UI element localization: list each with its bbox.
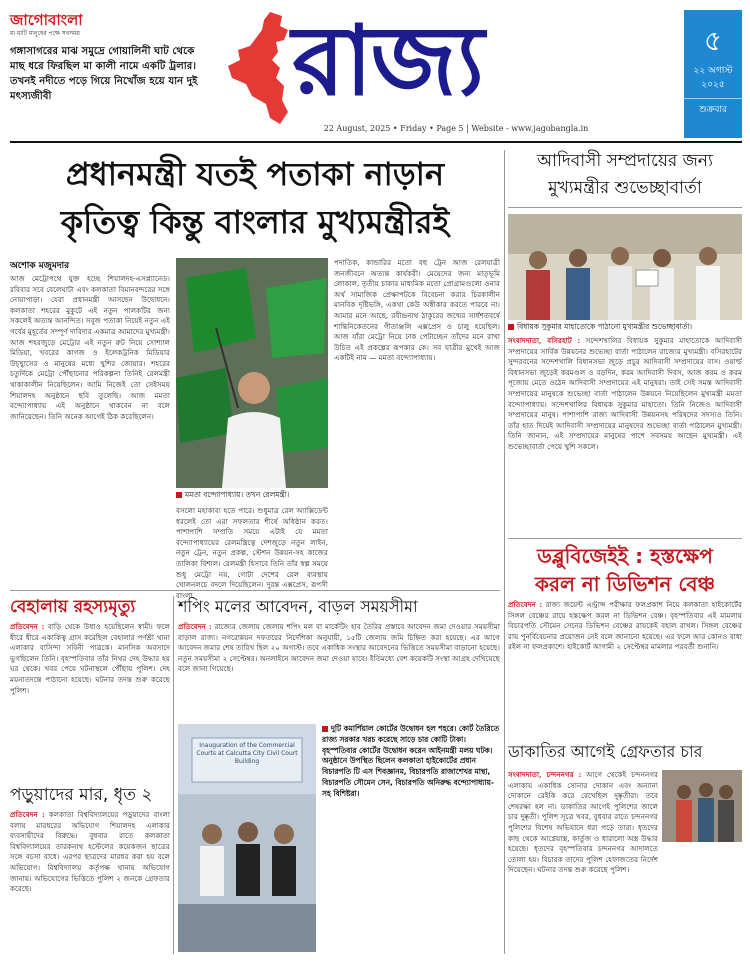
arrest-headline: ডাকাতির আগেই গ্রেফতার চার: [508, 742, 703, 761]
column-rule-1: [504, 150, 505, 954]
date-box: [684, 10, 742, 138]
inauguration-banner: Inauguration of the Commercial Courts at Calcutta City Civil Court Building: [196, 742, 298, 765]
masthead-info-line: 22 August, 2025 • Friday • Page 5 | Website - www.jagobangla.in: [323, 124, 589, 133]
section-rule-left: [10, 590, 500, 591]
lead-photo-caption: [176, 490, 328, 502]
lead-column-3: পদাতিক, কান্ডারির মতো বহু ট্রেন আজ রেলযাত্রী জনজীবনে অত্যন্ত কার্যকরী। মেয়েদের জন্য মাতৃভূমি লোকাল, তৃতীয় চাকার মাধ্যমিক মতো প্রোগ্রামগুলো ওনার অর্থ সামাজিক প্রেক্ষাপটকে বিবেচনা করার চিরকালীন মানবিক দৃষ্টিভঙ্গি, একথা কেউ অস্বীকার করতে পারবে না। আমার মনে আছে, রবীন্দ্রনাথ ঠাকুরের জন্মের সার্ধশতবর্ষে শান্তিনিকেতনের গীতাঞ্জলি এক্সপ্রেস ও চালু হয়েছিল। আজ যাঁরা মেট্রো নিয়ে ঢাক পেটাচ্ছেন তাঁদের মনে রাখা উচিত এই প্রকল্পের রূপকার কে। সব যাত্রীর মুখেই আজ একটিই নাম — মমতা বন্দ্যোপাধ্যায়।: [334, 258, 500, 363]
caption-bullet: [322, 726, 328, 732]
tribal-dateline: সংবাদদাতা, বসিরহাট :: [508, 336, 581, 345]
date-year: ২০২৫: [701, 80, 725, 90]
mall-body: [178, 622, 500, 720]
court-photo-caption: [322, 724, 500, 952]
behala-headline: বেহালায় রহস্যমৃত্যু: [10, 597, 136, 617]
tribal-body-text: সন্দেশখালির বিধায়ক সুকুমার মাহাতোকে আদিবাসী সম্প্রদায়ের সার্বিক উন্নয়নের শুভেচ্ছা বার্তা পাঠালেন রাজ্যের মুখ্যমন্ত্রী। বসিরহাটের সুন্দরবনের সন্দেশখালি বিধানসভা জুড়ে প্রচুর আদিবাসী সম্প্রদায়ের বাস। ওয়ার্ল্ড বিধানসভা জুড়েই করমণ্ডল ও বড়দিন, করম আদিবাসী দিবস, আজ করম ও করম পূজোয় মেতে ওঠেন আদিবাসী সম্প্রদায়ের এই মানুষরা। তাই সেই সমস্ত আদিবাসী সম্প্রদায়ের মানুষকে শুভেচ্ছা বার্তা পাঠালেন উন্নয়নে নিয়েছিলেন মুখ্যমন্ত্রী মমতা বন্দ্যোপাধ্যায়। সন্দেশখালির বিধায়ক সুকুমার মাহাতো। তিনি নিজেও আদিবাসী সম্প্রদায়ের মানুষ। পাশাপাশি রাজ্য আদিবাসী উন্নয়নসহ পরিষদের সদস্যও তিনি। তাঁর হাত দিয়েই আদিবাসী সম্প্রদায়ের মানুষদের শুভেচ্ছা বার্তা পাঠালেন মুখ্যমন্ত্রী। তিনি জানান, এই সম্প্রদায়ের মানুষের পাশে সবসময় আছেন মুখ্যমন্ত্রী। এই শুভেচ্ছাবার্তা পেয়ে খুশি সকলে।: [508, 336, 743, 451]
lead-column-2: বসলো মহাকাব্য হতে পারে। শুধুমাত্র রেল অ্যাক্সিডেন্ট ধরলেই তো এরা সফলতার শীর্ষে অধিষ্ঠান করত। পাশাপাশি সম্প্রতি সময়ে এটাই যে মমতা বন্দ্যোপাধ্যায়ের রেলমন্ত্রিত্বে দেশজুড়ে নতুন লাইন, নতুন ট্রেন, নতুন প্রকল্প, স্টেশন উন্নয়ন-সহ কাজের তালিকা বিশাল। রেলমন্ত্রী হিসাবে তিনি তাঁর স্বল্প সময়ে শুধু মেট্রো নয়, গোটা দেশের রেল ব্যবস্থায় খোলনলচে বদলে দিয়েছিলেন। দুরন্ত এক্সপ্রেস, রূপসী বাংলা,: [176, 506, 328, 600]
student-body: [10, 810, 170, 954]
student-body-text: কলকাতা বিশ্ববিদ্যালয়ের পড়ুয়াদের বাংলা বলায় মারধরের অভিযোগ শিয়ালদহ এলাকার ব্যবসায়ীদের বিরুদ্ধে। বুধবার রাতে কলকাতা বিশ্ববিদ্যালয়ের তারকনাথ হস্টেলের কয়েকজন ছাত্রের সঙ্গে বচসা বাধে। এরপর ছাত্রদের মারধর করা হয় বলে অভিযোগ। বিশ্ববিদ্যালয় কর্তৃপক্ষ থানায় অভিযোগ জানায়। অভিযোগের ভিত্তিতে পুলিশ ২ জনকে গ্রেফতার করেছে।: [10, 810, 170, 894]
arrest-photo: [662, 770, 742, 842]
student-headline: পড়ুয়াদের মার, ধৃত ২: [10, 785, 153, 805]
section-rule-right: [508, 538, 742, 539]
date-weekday: শুক্রবার: [684, 98, 742, 117]
tribal-headline-line1: আদিবাসী সম্প্রদায়ের জন্য: [537, 151, 713, 171]
tribal-body: [508, 336, 742, 532]
court-body: [508, 600, 742, 732]
behala-body-text: বাড়ি থেকে উধাও হয়েছিলেন স্বামী। ফলে ধীরে ধীরে একাকিত্ব গ্রাস করেছিল বেহালার পর্ণশ্রী থানা এলাকার বাসিন্দা সবিনী পাত্রকে। মানসিক অবসাদে ভুগছিলেন তিনি। বৃহস্পতিবার তাঁর নিথর দেহ উদ্ধার হয় ঘর থেকে। খবর পেয়ে ঘটনাস্থলে পৌঁছায় পুলিশ। দেহ ময়নাতদন্তে পাঠানো হয়েছে। ঘটনার তদন্ত শুরু করেছে পুলিশ।: [10, 622, 170, 695]
masthead-title: রাজ্য: [292, 5, 483, 117]
tribal-photo: [508, 214, 742, 320]
behala-dateline: প্রতিবেদন :: [10, 622, 45, 631]
lead-photo: [176, 258, 328, 488]
mall-headline: শপিং মলের আবেদন, বাড়ল সময়সীমা: [178, 597, 418, 616]
arrest-dateline: সংবাদদাতা, চন্দননগর :: [508, 770, 582, 779]
mall-body-text: রাজ্যের জেলায় জেলায় শপিং মল বা মার্কেটিং হাব তৈরির প্রস্তাবে আবেদন জমা দেওয়ার সময়সীমা বাড়াল রাজ্য। নগরোন্নয়ন দফতরের নির্দেশিকা অনুযায়ী, ১৫টি জেলায় জমি চিহ্নিত করা হয়েছে। এর আগে আবেদন জমার শেষ তারিখ ছিল ২০ অগাস্ট। তবে একাধিক সংস্থার আবেদনের ভিত্তিতে সময়সীমা বাড়ানো হয়েছে। নতুন সময়সীমা ২ সেপ্টেম্বর। অনলাইনে আবেদন জমা দেওয়া যাবে। ইতিমধ্যে বেশ কয়েকটি সংস্থা আগ্রহ দেখিয়েছে বলে জানা গিয়েছে।: [178, 622, 500, 674]
court-inauguration-photo: [178, 724, 316, 952]
lead-headline-line2: কৃতিত্ব কিন্তু বাংলার মুখ্যমন্ত্রীরই: [60, 203, 450, 241]
behala-body: [10, 622, 170, 778]
caption-bullet: [176, 492, 182, 498]
page-number: ৫: [703, 24, 723, 57]
jagobangla-logo: [10, 10, 120, 48]
arrest-body-text: আগে থেকেই চন্দননগর এলাকায় একাধিক সোনার দোকান এবং অন্যান্য দোকানে রেইকি করে রেখেছিল দুষ্কৃতীরা। তবে শেষরক্ষা হল না। ডাকাতির আগেই পুলিশের জালে চার দুষ্কৃতী। পুলিশ সূত্রে খবর, বুধবার রাতে চন্দননগর পুলিশের বিশেষ অভিযানে ধরা পড়ে তারা। ধৃতদের কাছ থেকে আগ্নেয়াস্ত্র, কার্তুজ ও ধারালো অস্ত্র উদ্ধার হয়েছে। ধৃতদের বৃহস্পতিবার চন্দননগর আদালতে তোলা হয়। বিচারক তাদের পুলিশ হেফাজতের নির্দেশ দিয়েছেন। ঘটনার তদন্ত শুরু করেছে পুলিশ।: [508, 770, 658, 875]
court-headline: [508, 542, 742, 598]
column-rule-2: [173, 596, 174, 954]
lead-byline: অশোক মজুমদার: [10, 261, 70, 271]
tribal-photo-caption: [508, 322, 742, 334]
date-day-month: ২২ অগাস্ট: [693, 66, 733, 76]
lead-caption-text: মমতা বন্দ্যোপাধ্যায়। তখন রেলমন্ত্রী।: [185, 490, 290, 499]
arrest-body: [508, 770, 658, 954]
court-body-text: রাজ্য জয়েন্ট এন্ট্রান্স পরীক্ষার ফলপ্রকাশ নিয়ে কলকাতা হাইকোর্টের সিঙ্গল বেঞ্চের রায়ে হস্তক্ষেপ করল না ডিভিশন বেঞ্চ। বৃহস্পতিবার এই মামলায় বিচারপতি সৌমেন সেনের ডিভিশন বেঞ্চের রায়কেই বহাল রাখল। সিঙ্গল বেঞ্চের রায় পুনর্বিবেচনার প্রয়োজন নেই বলে জানানো হয়েছে। এর ফলে আর কোনও বাধা রইল না ফলপ্রকাশে। হাইকোর্ট আগামী ২ সেপ্টেম্বর মামলার পরবর্তী শুনানি।: [508, 600, 742, 652]
court-headline-line1: ডব্লুবিজেইই : হস্তক্ষেপ: [537, 544, 713, 568]
court-dateline: প্রতিবেদন :: [508, 600, 543, 609]
court-headline-line2: করল না ডিভিশন বেঞ্চ: [534, 572, 716, 596]
lead-headline: [10, 150, 500, 250]
caption-bullet: [508, 324, 514, 330]
teaser-story: গঙ্গাসাগরের মাঝ সমুদ্রে গোয়ালিনী ঘাট থেকে মাছ ধরে ফিরছিল মা কালী নামে একটি ট্রলার। তখনই নদীতে পড়ে গিয়ে নিখোঁজ হয়ে যান দুই মৎস্যজীবী: [10, 46, 198, 102]
lead-headline-line1: প্রধানমন্ত্রী যতই পতাকা নাড়ান: [65, 155, 445, 193]
mall-dateline: প্রতিবেদন :: [178, 622, 212, 631]
student-dateline: প্রতিবেদন :: [10, 810, 45, 819]
logo-text: জাগোবাংলা: [10, 11, 83, 29]
tribal-caption-text: বিধায়ক সুকুমার মাহাতোকে পাঠানো মুখ্যমন্ত্রীর শুভেচ্ছাবার্তা।: [517, 322, 693, 331]
logo-tagline: মা মাটি মানুষের পক্ষে সবসময়: [10, 30, 80, 37]
masthead-rule: [10, 141, 742, 143]
court-caption-text: দুটি কমার্শিয়াল কোর্টের উদ্বোধন হল শহরে। কোর্ট তৈরিতে রাজ্য সরকার খরচ করেছে সাড়ে চার কোটি টাকা। বৃহস্পতিবার কোর্টের উদ্বোধন করেন আইনমন্ত্রী মলয় ঘটক। অনুষ্ঠানে উপস্থিত ছিলেন কলকাতা হাইকোর্টের প্রধান বিচারপতি টি এস শিবজ্ঞানম, বিচারপতি রাজাশেখর মান্থা, বিচারপতি সৌমেন সেন, বিচারপতি অনিরুদ্ধ বন্দ্যোপাধ্যায়-সহ বিশিষ্টরা।: [322, 724, 500, 798]
lead-column-1: আজ মেট্রোপথে যুক্ত হচ্ছে শিয়ালদহ-এসপ্ল্যানেড। রবিবার সবে বেলেঘাটা এবং কলকাতা বিমানবন্দরের সঙ্গে নোয়াপাড়া। যেরা প্রধানমন্ত্রী আসছেন উদ্বোধনে। কলকাতা শহরের মুকুটে এই নতুন পালকটির জন্য সকলেই অত্যন্ত আনন্দিত। সবুজ পতাকা নিয়েই নতুন এই গর্বের মুহূর্তের সম্পূর্ণ দাবিদার একমাত্র আমাদের মুখ্যমন্ত্রী। আজ শহরজুড়ে মেট্রোর এই নতুন রুট নিয়ে সোশ্যাল মিডিয়া, খবরের কাগজ ও ইলেকট্রনিক মিডিয়ার উচ্ছ্বাসের ও মানুষের মধ্যে খুশির জোয়ার। শহরের চতুর্দিকে মেট্রো পৌঁছানোর পরিকল্পনা তিনিই রেলমন্ত্রী থাকাকালীন নিয়েছিলেন। আমি নিজেই তো সেইসময় শিয়ালদহ অনুষ্ঠানে ছবি তুলেছি। আজ মমতা বন্দ্যোপাধ্যায় এই অনুষ্ঠানে থাকবেন না বলে জানিয়েছেন। তিনি অনেক আগেই ঠিক করেছিলেন।: [10, 274, 170, 421]
tribal-headline: [508, 148, 742, 208]
tribal-headline-line2: মুখ্যমন্ত্রীর শুভেচ্ছাবার্তা: [548, 178, 702, 198]
